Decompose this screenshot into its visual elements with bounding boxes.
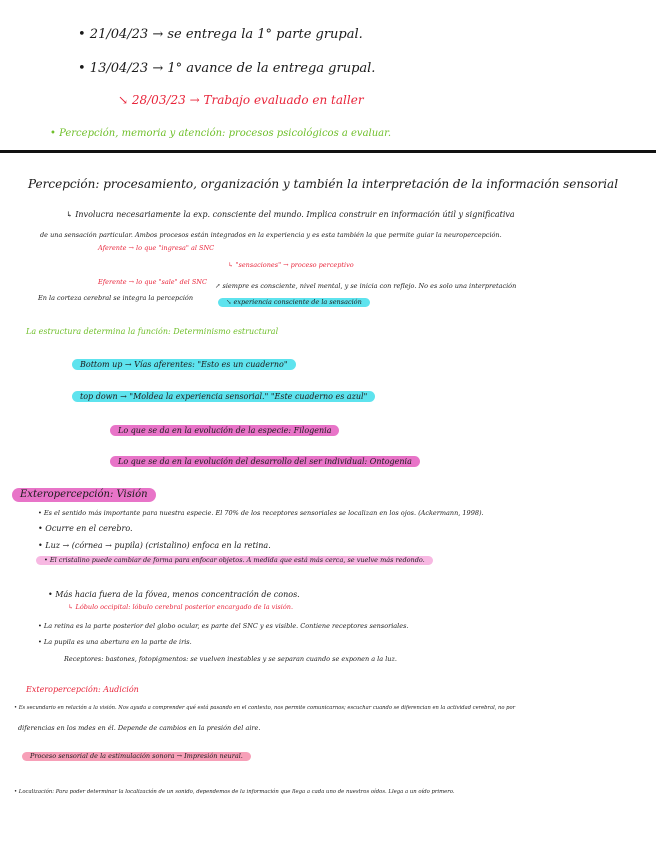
audicion-localizacion: • Localización: Para poder determinar la localización de un sonido, dependemos de la información que llega a cada uno de nuestros oídos. Llega a un oído primero. — [14, 789, 455, 795]
percepcion-p1: ↳ Involucra necesariamente la exp. consciente del mundo. Implica construir en información útil y significativa — [66, 210, 515, 219]
top-down-note: top down → "Moldea la experiencia sensorial." "Este cuaderno es azul" — [72, 391, 375, 402]
vision-b3: • Luz → (córnea → pupila) (cristalino) enfoca en la retina. — [38, 541, 271, 550]
audicion-p1: • Es secundario en relación a la visión. Nos ayuda a comprender qué está pasando en el contexto, nos permite comunicarnos; escuchar cuando se diferencian en la actividad cerebral, no por — [14, 705, 516, 711]
vision-b9: Receptores: bastones, fotopigmentos: se vuelven inestables y se separan cuando se exponen a la luz. — [64, 655, 397, 663]
section-divider — [0, 150, 656, 153]
vision-b2: • Ocurre en el cerebro. — [38, 524, 133, 533]
sensacion-note: ↳ "sensaciones" → proceso perceptivo — [228, 261, 354, 269]
eferente-detail: ↗ siempre es consciente, nivel mental, y se inicia con reflejo. No es solo una interpretación — [215, 282, 517, 290]
date-entry-1: • 21/04/23 → se entrega la 1° parte grupal. — [78, 27, 363, 42]
audicion-p2: diferencias en los mdes en él. Depende de cambios en la presión del aire. — [18, 724, 261, 732]
filogenia-note: Lo que se da en la evolución de la especie: Filogenia — [110, 425, 339, 436]
eferente-note: Eferente → lo que "sale" del SNC — [98, 278, 207, 286]
topics-note: • Percepción, memoria y atención: procesos psicológicos a evaluar. — [50, 128, 392, 139]
percepcion-p2: de una sensación particular. Ambos procesos están integrados en la experiencia y es esta también la que permite guiar la neuropercepción. — [40, 231, 502, 239]
percepcion-title: Percepción: procesamiento, organización y también la interpretación de la información sensorial — [28, 177, 619, 191]
audicion-title: Exteropercepción: Audición — [26, 685, 139, 694]
vision-b1: • Es el sentido más importante para nuestra especie. El 70% de los receptores sensoriales se localizan en los ojos. (Ackermann, 1998). — [38, 509, 484, 517]
ontogenia-note: Lo que se da en la evolución del desarrollo del ser individual: Ontogenia — [110, 456, 420, 467]
vision-b5: • Más hacia fuera de la fóvea, menos concentración de conos. — [48, 590, 300, 599]
vision-title: Exteropercepción: Visión — [12, 488, 156, 502]
vision-b6: ↳ Lóbulo occipital: lóbulo cerebral posterior encargado de la visión. — [68, 603, 294, 611]
corteza-note: En la corteza cerebral se integra la percepción — [38, 294, 194, 302]
date-entry-2: • 13/04/23 → 1° avance de la entrega grupal. — [78, 61, 376, 76]
vision-b4: • El cristalino puede cambiar de forma para enfocar objetos. A medida que está más cerca, se vuelve más redondo. — [36, 556, 433, 565]
vision-b8: • La pupila es una abertura en la parte de iris. — [38, 638, 192, 646]
vision-b7: • La retina es la parte posterior del globo ocular, es parte del SNC y es visible. Contiene receptores sensoriales. — [38, 622, 409, 630]
aferente-note: Aferente → lo que "ingresa" al SNC — [98, 244, 215, 252]
estructura-note: La estructura determina la función: Determinismo estructural — [26, 327, 279, 336]
bottom-up-note: Bottom up → Vías aferentes: "Esto es un cuaderno" — [72, 359, 296, 370]
audicion-proceso: Proceso sensorial de la estimulación sonora → Impresión neural. — [22, 752, 251, 761]
experiencia-note: ↘ experiencia consciente de la sensación — [218, 298, 370, 307]
date-entry-3: ↘ 28/03/23 → Trabajo evaluado en taller — [118, 93, 364, 107]
